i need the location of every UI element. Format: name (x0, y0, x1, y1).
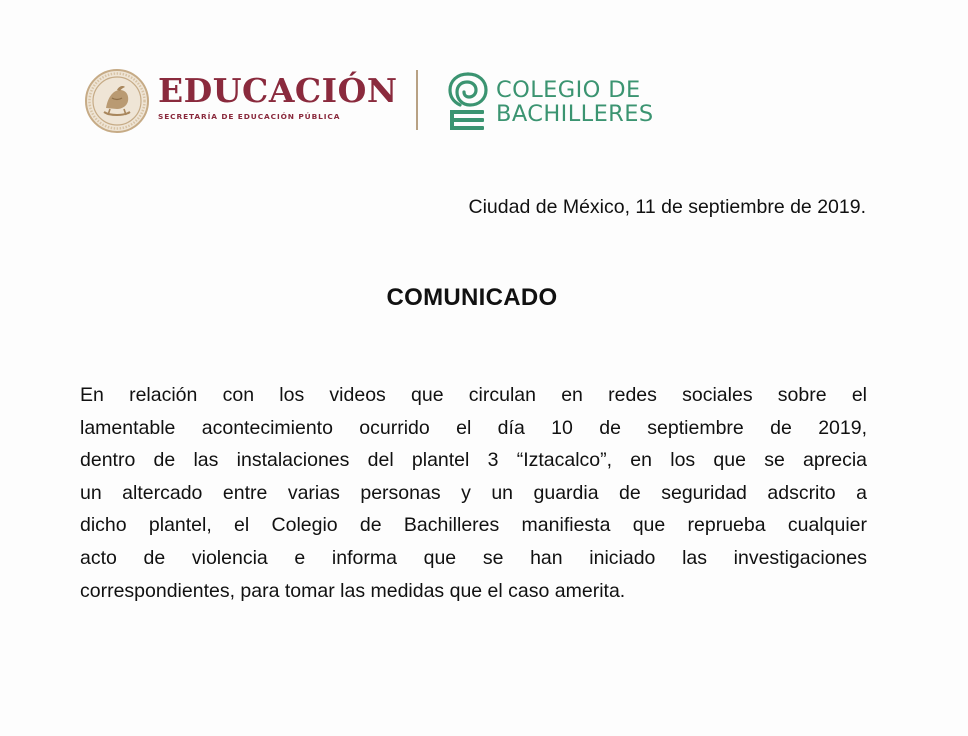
colegio-bachilleres-logo-icon (446, 69, 490, 131)
body-line: dentro de las instalaciones del plantel 3 “Iztacalco”, en los que se aprecia (80, 449, 867, 472)
body-line: acto de violencia e informa que se han iniciado las investigaciones (80, 546, 867, 569)
cb-line1: COLEGIO DE (496, 77, 641, 103)
sep-wordmark (158, 72, 478, 121)
body-line: lamentable acontecimiento ocurrido el día 10 de septiembre de 2019, (80, 416, 867, 439)
body-line: dicho plantel, el Colegio de Bachilleres manifiesta que reprueba cualquier (80, 514, 867, 537)
body-line: En relación con los videos que circulan en redes sociales sobre el (80, 384, 867, 406)
document-body (80, 379, 867, 607)
letterhead (84, 66, 724, 136)
sep-title: EDUCACIÓN (158, 71, 398, 110)
logo-divider (416, 70, 418, 130)
sep-seal-icon (84, 68, 150, 134)
body-line: correspondientes, para tomar las medidas que el caso amerita. (80, 579, 626, 602)
colegio-bachilleres-wordmark (496, 78, 654, 126)
sep-subtitle: SECRETARÍA DE EDUCACIÓN PÚBLICA (158, 112, 341, 121)
cb-line2: BACHILLERES (496, 101, 654, 127)
document-title: COMUNICADO (386, 284, 558, 311)
body-line: un altercado entre varias personas y un guardia de seguridad adscrito a (80, 481, 867, 504)
document-date: Ciudad de México, 11 de septiembre de 2019. (468, 196, 866, 218)
